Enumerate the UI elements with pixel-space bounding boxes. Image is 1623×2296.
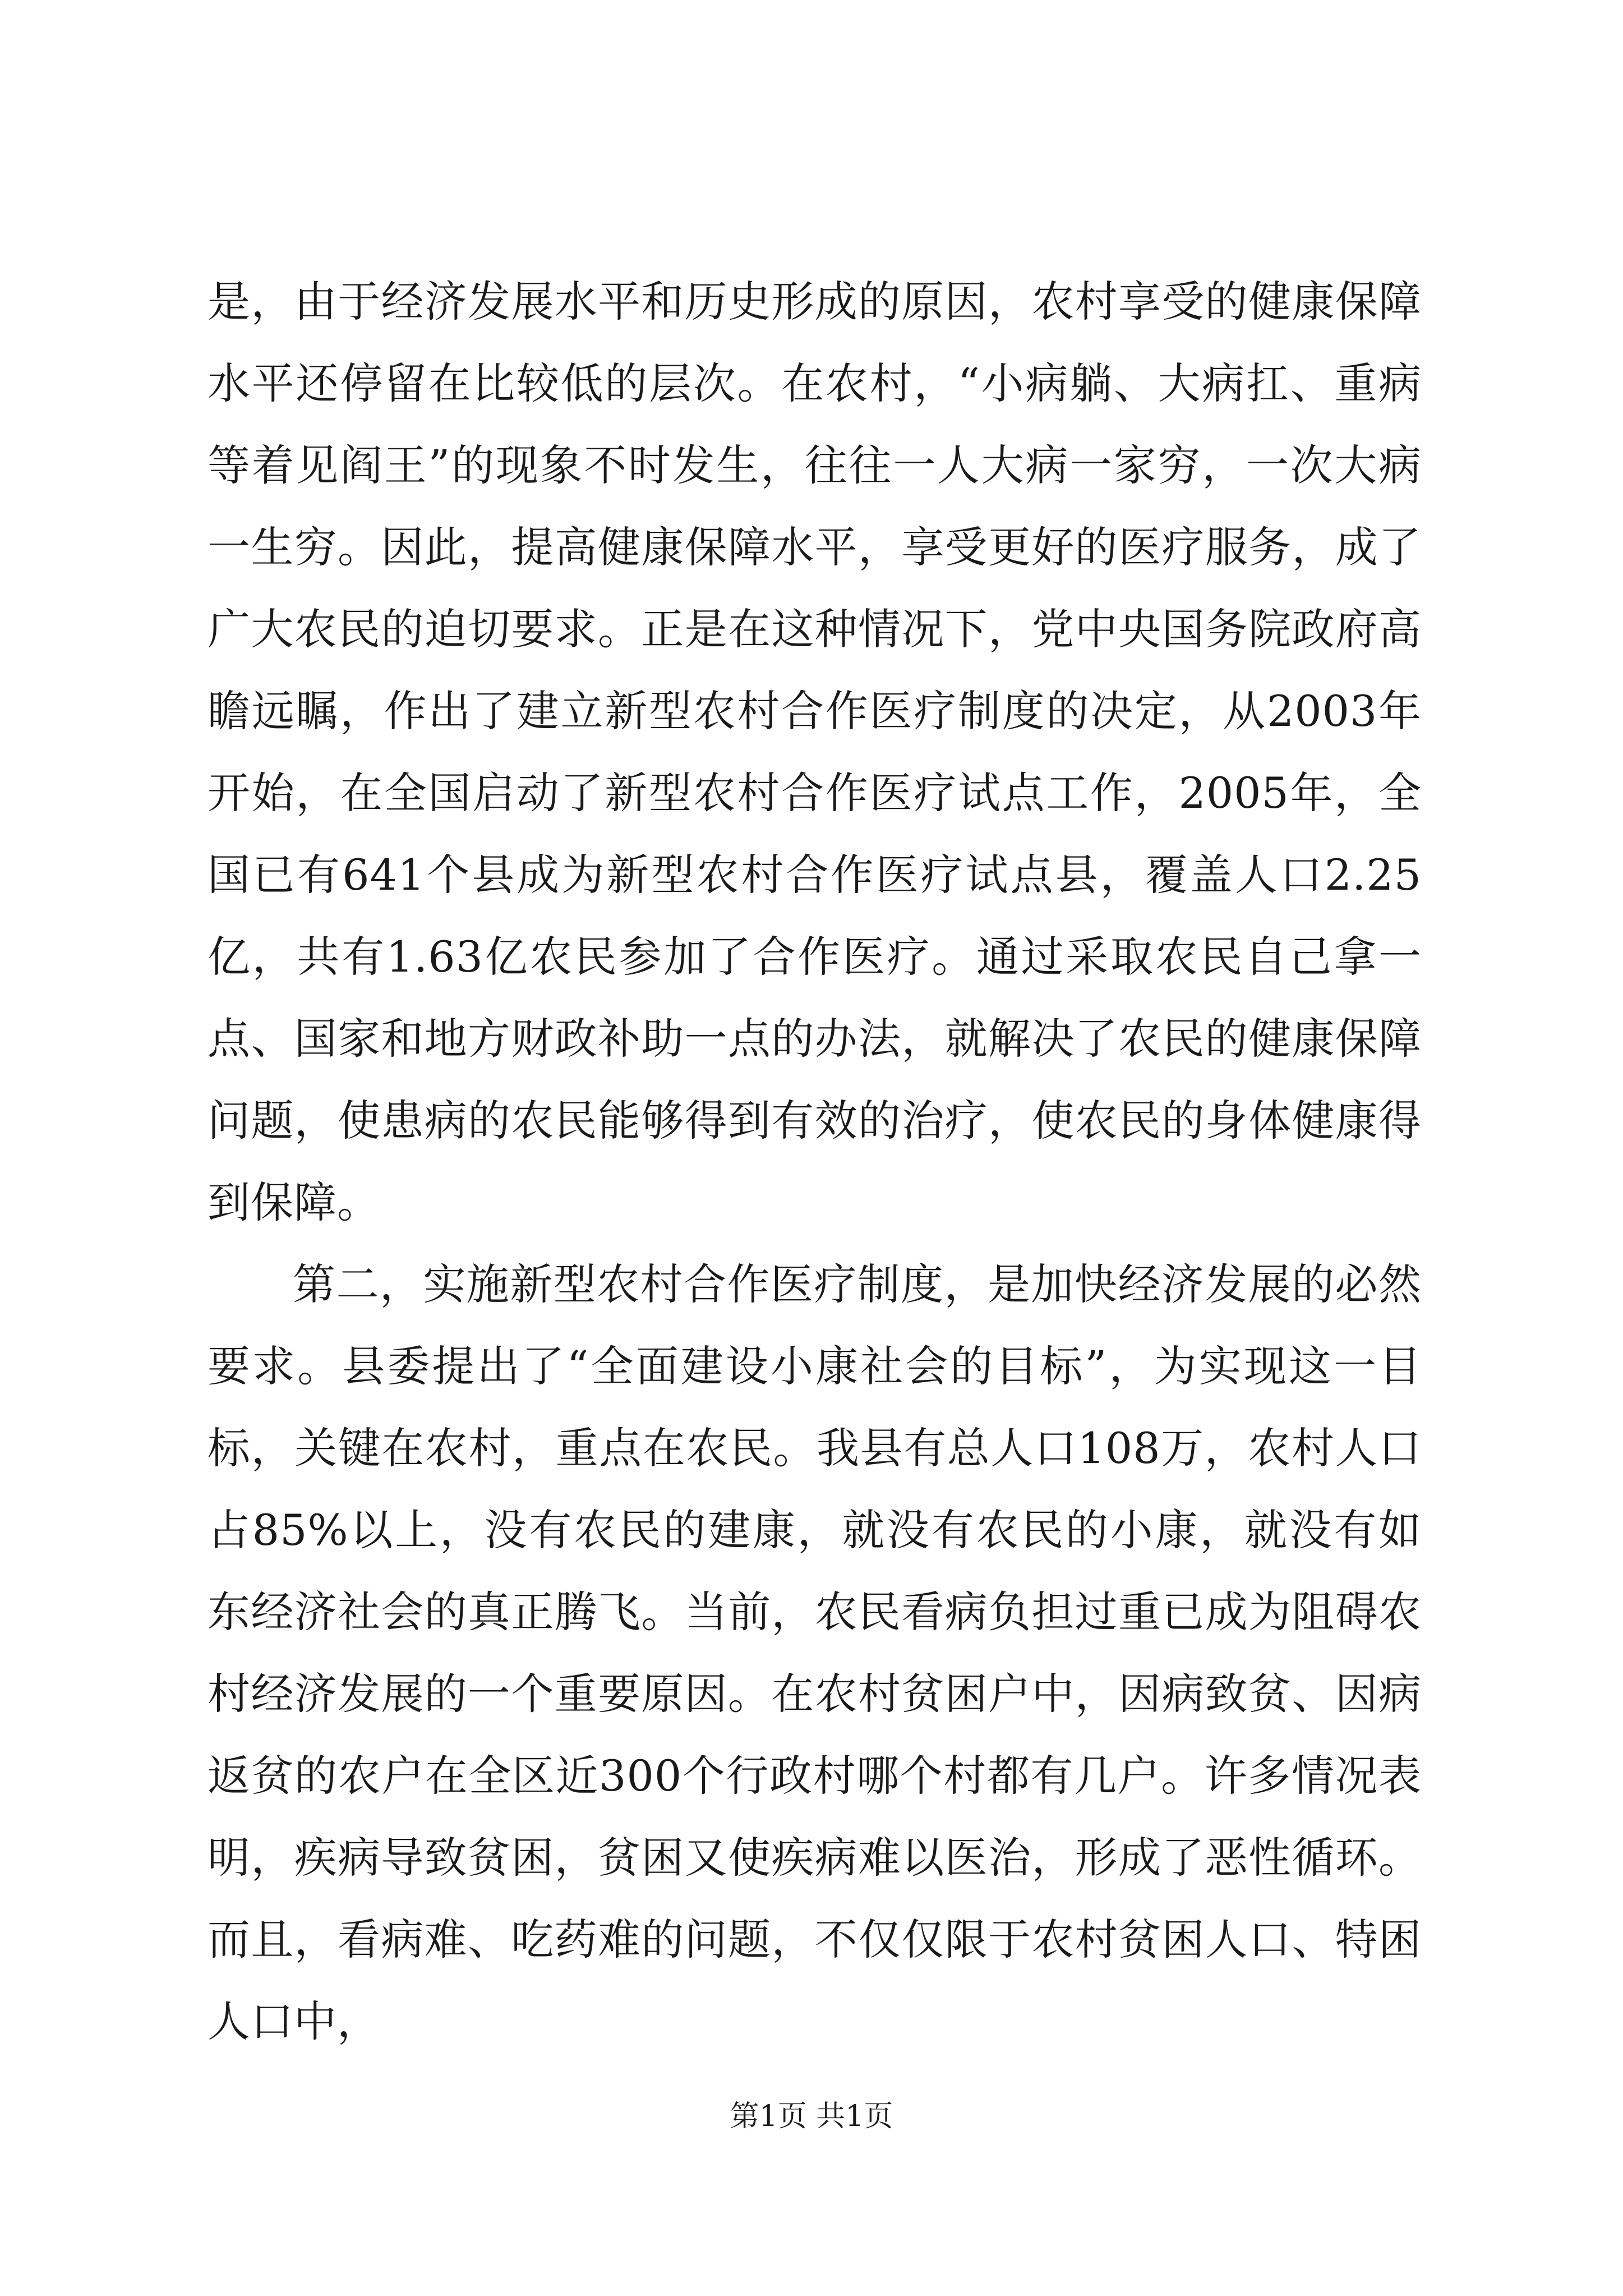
page-footer: 第1页 共1页 [730, 2100, 893, 2133]
paragraph-1: 是，由于经济发展水平和历史形成的原因，农村享受的健康保障水平还停留在比较低的层次。在农村，“小病躺、大病扛、重病等着见阎王”的现象不时发生，往往一人大病一家穷，一次大病一生穷。因此，提高健康保障水平，享受更好的医疗服务，成了广大农民的迫切要求。正是在这种情况下，党中央国务院政府高瞻远瞩，作出了建立新型农村合作医疗制度的决定，从2003年开始，在全国启动了新型农村合作医疗试点工作，2005年，全国已有641个县成为新型农村合作医疗试点县，覆盖人口2.25亿，共有1.63亿农民参加了合作医疗。通过采取农民自己拿一点、国家和地方财政补助一点的办法，就解决了农民的健康保障问题，使患病的农民能够得到有效的治疗，使农民的身体健康得到保障。 [208, 277, 1422, 1227]
body-text [208, 261, 1422, 2063]
paragraph-2: 第二，实施新型农村合作医疗制度，是加快经济发展的必然要求。县委提出了“全面建设小康社会的目标”，为实现这一目标，关键在农村，重点在农民。我县有总人口108万，农村人口占85%以上，没有农民的建康，就没有农民的小康，就没有如东经济社会的真正腾飞。当前，农民看病负担过重已成为阻碍农村经济发展的一个重要原因。在农村贫困户中，因病致贫、因病返贫的农户在全区近300个行政村哪个村都有几户。许多情况表明，疾病导致贫困，贫困又使疾病难以医治，形成了恶性循环。而且，看病难、吃药难的问题，不仅仅限于农村贫困人口、特困人口中， [208, 1259, 1422, 2046]
